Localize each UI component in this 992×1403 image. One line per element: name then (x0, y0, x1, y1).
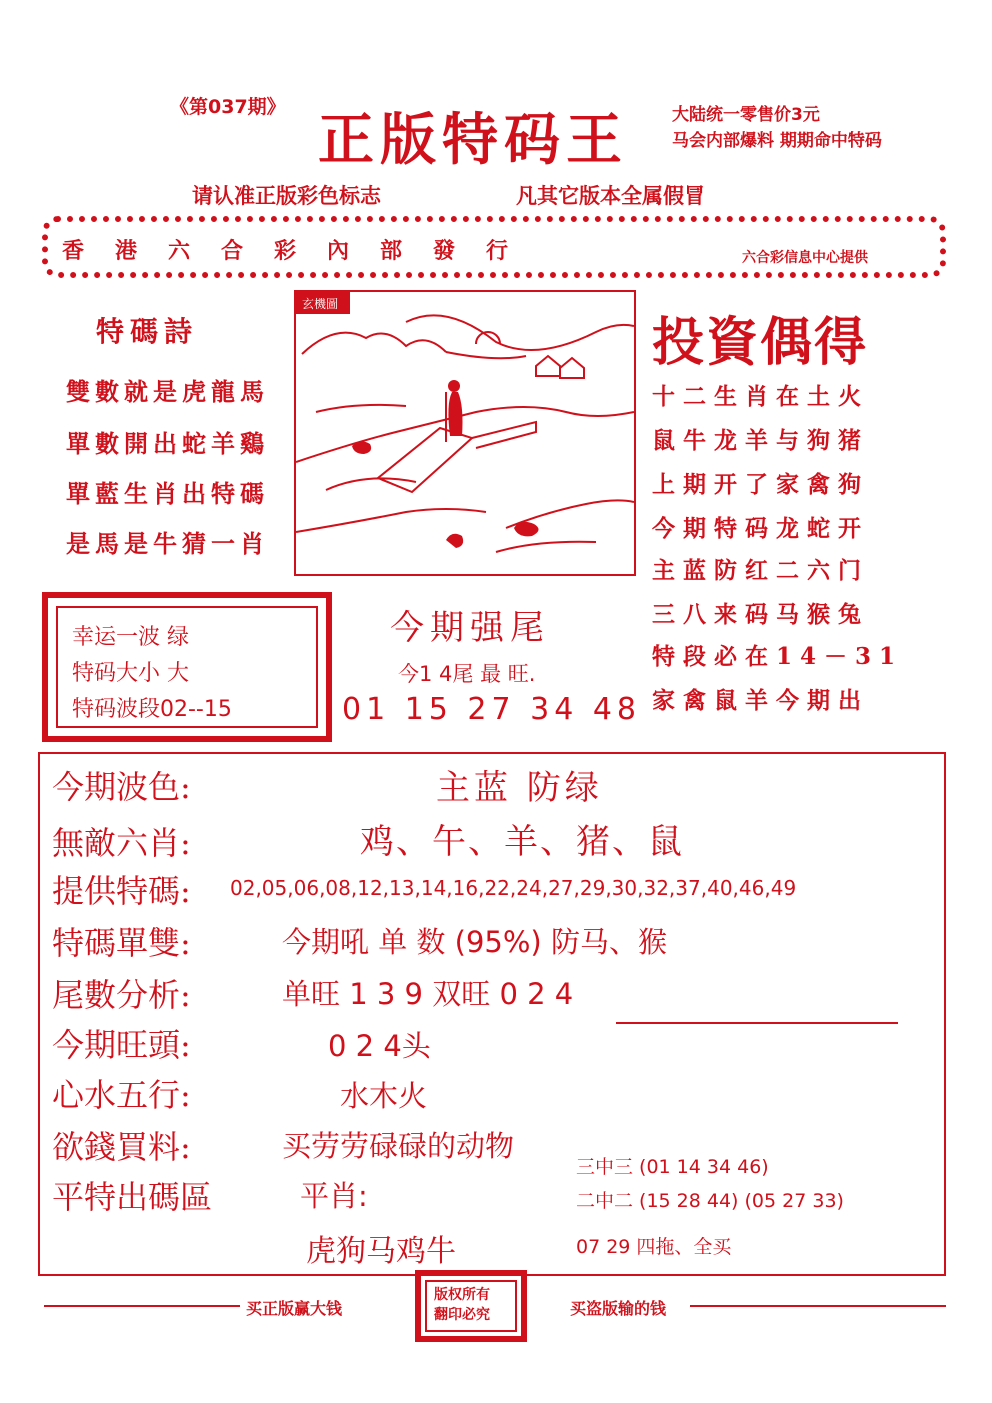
flat-animals: 虎狗马鸡牛 (306, 1234, 456, 1269)
issuer-note: 六合彩信息中心提供 (742, 250, 868, 266)
info-line: 特码大小 大 (72, 661, 189, 686)
invest-line: 鼠牛龙羊与狗猪 (652, 427, 869, 454)
row-label-wave-color: 今期波色: (52, 768, 191, 806)
row-value-invincible: 鸡、午、羊、猪、鼠 (360, 822, 684, 862)
invest-line: 三八来码马猴兔 (652, 601, 869, 628)
poem-line: 雙數就是虎龍馬 (66, 377, 269, 406)
invest-line: 上期开了家禽狗 (652, 471, 869, 498)
strong-tail-title: 今期强尾 (390, 608, 550, 648)
row-label-tail-analysis: 尾數分析: (52, 976, 191, 1014)
insider-line: 马会内部爆料 期期命中特码 (672, 131, 882, 151)
row-label-flat-zone: 平特出碼區 (52, 1178, 213, 1216)
row-value-flat-zone: 平肖: (300, 1179, 368, 1213)
footer-left-slogan: 买正版赢大钱 (246, 1299, 343, 1318)
invest-line: 主蓝防红二六门 (652, 557, 869, 584)
strong-tail-subtitle: 今1 4尾 最 旺. (398, 662, 536, 686)
footer-rule-right (690, 1305, 946, 1307)
row-label-buy-tip: 欲錢買料: (52, 1128, 191, 1166)
combo-line: 二中二 (15 28 44) (05 27 33) (576, 1190, 844, 1212)
footer-right-slogan: 买盗版输的钱 (570, 1299, 667, 1318)
poem-line: 單數開出蛇羊鷄 (66, 429, 269, 458)
invest-line: 今期特码龙蛇开 (652, 515, 869, 542)
row-value-wave-color: 主蓝 防绿 (436, 768, 603, 808)
picture-seal: 玄機圖 (302, 297, 339, 311)
invest-line: 十二生肖在土火 (652, 383, 869, 410)
main-title: 正版特码王 (318, 107, 628, 173)
row-value-buy-tip: 买劳劳碌碌的动物 (282, 1129, 515, 1163)
poem-line: 是馬是牛猜一肖 (66, 529, 269, 558)
row-label-elements: 心水五行: (52, 1076, 191, 1114)
row-label-heads: 今期旺頭: (52, 1026, 191, 1064)
strong-tail-numbers: 01 15 27 34 48 (342, 692, 642, 727)
issuer-text: 香港六合彩內部發行 (62, 238, 540, 264)
recognize-notice: 请认准正版彩色标志 (192, 184, 381, 208)
invest-line: 特段必在14－31 (652, 643, 904, 670)
row-label-parity: 特碼單雙: (52, 924, 191, 962)
combo-line: 三中三 (01 14 34 46) (576, 1156, 769, 1178)
issue-number: 《第037期》 (170, 96, 286, 118)
copyright-line: 翻印必究 (434, 1307, 490, 1323)
footer-rule-left (44, 1305, 240, 1307)
combo-line: 07 29 四拖、全买 (576, 1236, 732, 1258)
row-value-heads: 0 2 4头 (328, 1029, 431, 1063)
fake-warning: 凡其它版本全属假冒 (516, 184, 705, 208)
invest-line: 家禽鼠羊今期出 (652, 687, 869, 714)
row-value-elements: 水木火 (340, 1079, 428, 1113)
row-value-tail-analysis: 单旺 1 3 9 双旺 0 2 4 (282, 977, 574, 1011)
poem-title: 特碼詩 (96, 315, 199, 348)
info-line: 特码波段02--15 (72, 697, 232, 722)
price-line: 大陆统一零售价3元 (672, 105, 820, 125)
divider-rule (616, 1022, 898, 1024)
info-line: 幸运一波 绿 (72, 625, 189, 650)
row-label-numbers: 提供特碼: (52, 872, 191, 910)
poem-line: 單藍生肖出特碼 (66, 479, 269, 508)
copyright-line: 版权所有 (434, 1287, 490, 1303)
landscape-illustration (296, 292, 634, 574)
row-value-numbers: 02,05,06,08,12,13,14,16,22,24,27,29,30,32,37,40,46,49 (230, 876, 797, 900)
invest-title: 投資偶得 (652, 312, 869, 373)
row-label-invincible: 無敵六肖: (52, 824, 191, 862)
row-value-parity: 今期吼 单 数 (95%) 防马、猴 (282, 925, 667, 959)
